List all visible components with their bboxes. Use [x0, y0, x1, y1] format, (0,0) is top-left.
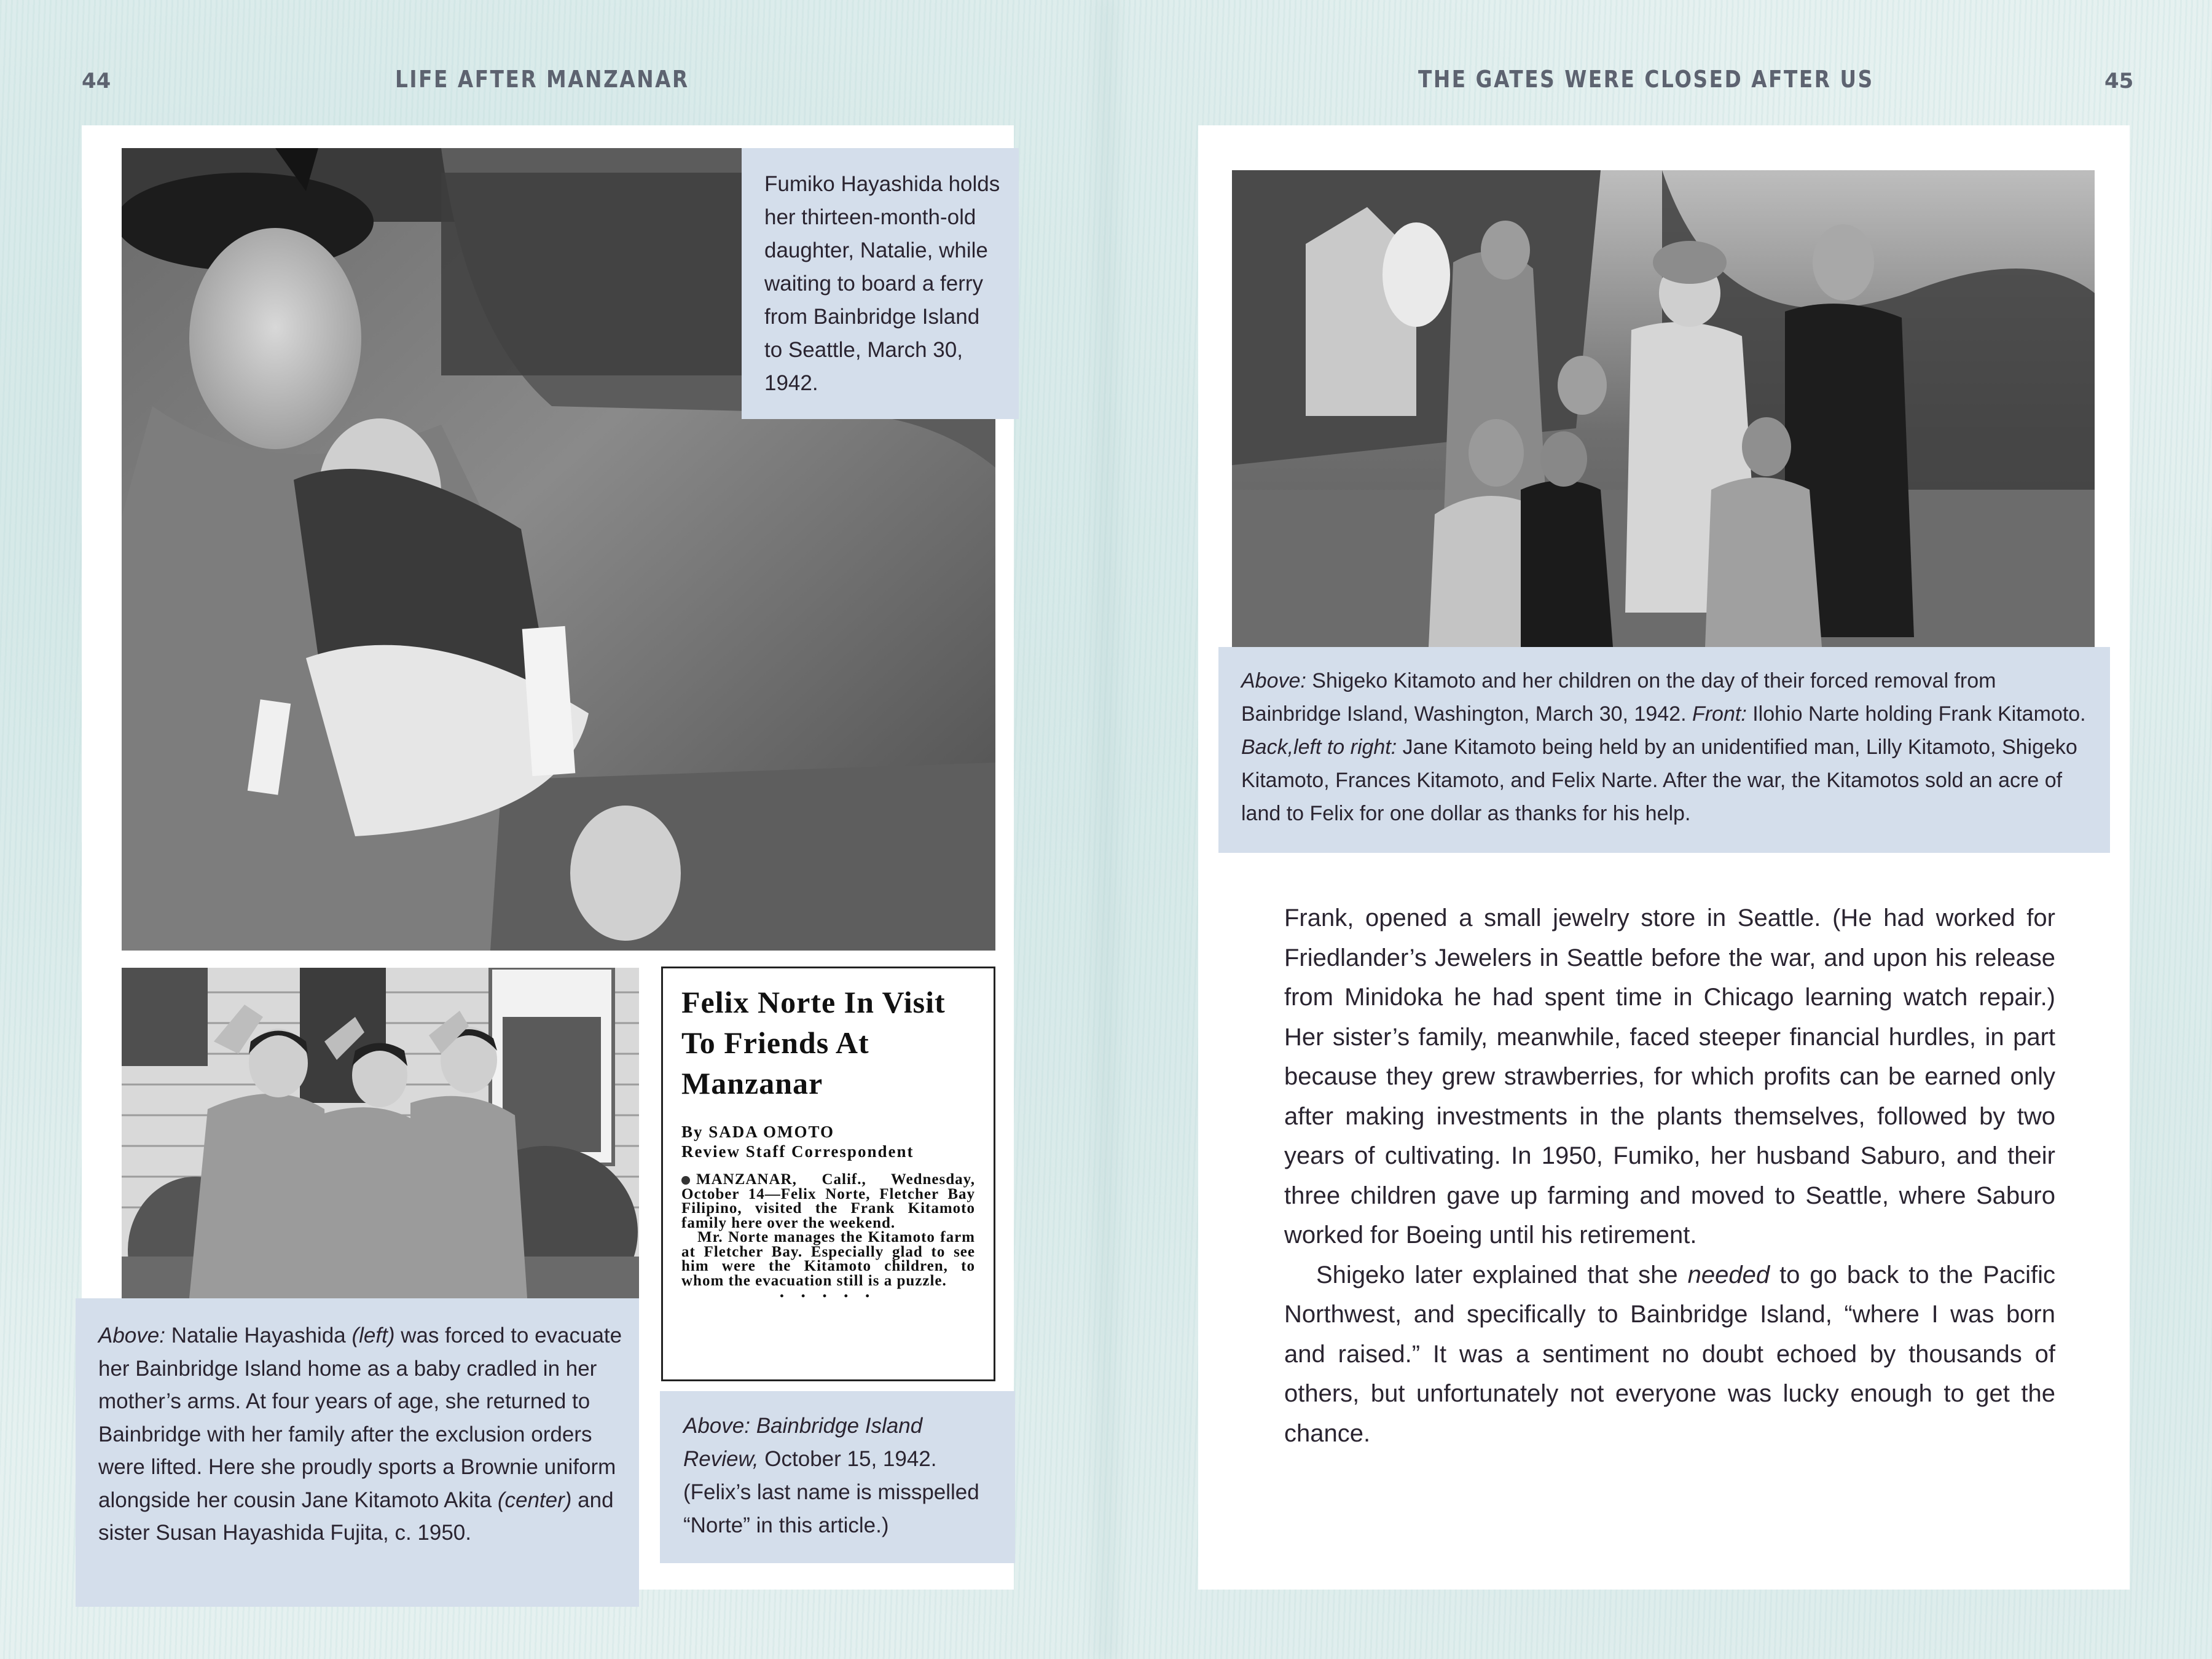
body-segment: to go back to the Pacific Northwest, and specifically to Bainbridge Island, “where I was born and raised.” It was a sentiment no doubt echoed by thousands of others, but unfortunately not everyone was lucky enough to get the chance. — [1284, 1261, 2055, 1447]
page-number-right: 45 — [2104, 69, 2134, 93]
caption-text — [683, 1410, 1003, 1542]
clipping-body — [681, 1172, 975, 1304]
caption-segment: Jane Kitamoto being held by an unidentified man, Lilly Kitamoto, Shigeko Kitamoto, Frances Kitamoto, and Felix Narte. After the war, the Kitamotos sold an acre of land to Felix for one dollar as thanks for his help. — [1241, 735, 2077, 825]
body-paragraph-2 — [1284, 1255, 2055, 1454]
caption-segment: and sister Susan Hayashida Fujita, c. 1950. — [98, 1488, 614, 1545]
caption-segment: October 15, 1942. (Felix’s last name is misspelled “Norte” in this article.) — [683, 1447, 979, 1537]
clipping-role: Review Staff Correspondent — [681, 1142, 914, 1161]
clipping-para-2: Mr. Norte manages the Kitamoto farm at Fletcher Bay. Especially glad to see him were the Kitamoto children, to whom the evacuation still is a puzzle. — [681, 1229, 975, 1289]
caption-brownie-girls — [76, 1298, 639, 1607]
caption-segment: Ilohio Narte holding Frank Kitamoto. — [1746, 702, 2086, 726]
caption-text: Fumiko Hayashida holds her thirteen-month-old daughter, Natalie, while waiting to board a ferry from Bainbridge Island to Seattle, March 30, 1942. — [764, 172, 1000, 395]
newspaper-clipping — [661, 967, 995, 1381]
caption-newspaper — [660, 1391, 1015, 1563]
body-emphasis: needed — [1687, 1261, 1770, 1288]
body-segment: Shigeko later explained that she — [1316, 1261, 1688, 1288]
caption-kitamoto-family — [1218, 647, 2110, 853]
caption-text — [1241, 664, 2098, 830]
photo-brownie-girls — [122, 968, 639, 1298]
clipping-para-1: MANZANAR, Calif., Wednesday, October 14—Felix Norte, Fletcher Bay Filipino, visited the Frank Kitamoto family here over the weekend. — [681, 1171, 975, 1231]
caption-lead: Above: — [98, 1324, 165, 1347]
caption-lead: Above: Bainbridge Island Review, — [683, 1414, 923, 1471]
page-number-left: 44 — [82, 69, 111, 93]
clipping-byline: By SADA OMOTO — [681, 1123, 835, 1141]
caption-italic: (left) — [351, 1324, 395, 1347]
caption-italic: (center) — [497, 1488, 572, 1512]
clipping-headline: Felix Norte In Visit To Friends At Manzanar — [681, 985, 946, 1100]
caption-italic: Front: — [1692, 702, 1747, 726]
running-head-right: THE GATES WERE CLOSED AFTER US — [1418, 66, 1874, 93]
running-head-left: LIFE AFTER MANZANAR — [395, 66, 689, 93]
caption-lead: Above: — [1241, 669, 1306, 692]
body-paragraph-1: Frank, opened a small jewelry store in Seattle. (He had worked for Friedlander’s Jewelers in Seattle before the war, and upon his release from Minidoka he had spent time in Chicago learning watch repair.) Her sister’s family, meanwhile, faced steeper financial hurdles, in part because they grew strawberries, for which profits can be earned only after making investments in the plants themselves, followed by two years of cultivating. In 1950, Fumiko, her husband Saburo, and their three children gave up farming and moved to Seattle, where Saburo worked for Boeing until his retirement. — [1284, 904, 2055, 1249]
caption-italic: Back,left to right: — [1241, 735, 1397, 759]
caption-mother-and-baby — [742, 148, 1019, 419]
caption-text — [98, 1319, 639, 1550]
bullet-icon — [681, 1176, 690, 1185]
caption-segment: Shigeko Kitamoto and her children on the day of their forced removal from Bainbridge Island, Washington, March 30, 1942. — [1241, 669, 1996, 726]
photo-kitamoto-family — [1232, 170, 2095, 647]
caption-segment: was forced to evacuate her Bainbridge Island home as a baby cradled in her mother’s arms. At four years of age, she returned to Bainbridge with her family after the exclusion orders were lifted. Here she proudly sports a Brownie uniform alongside her cousin Jane Kitamoto Akita — [98, 1324, 622, 1512]
caption-segment: Natalie Hayashida — [165, 1324, 352, 1347]
clipping-end-marks: • • • • • — [780, 1290, 877, 1302]
body-text — [1284, 898, 2055, 1453]
